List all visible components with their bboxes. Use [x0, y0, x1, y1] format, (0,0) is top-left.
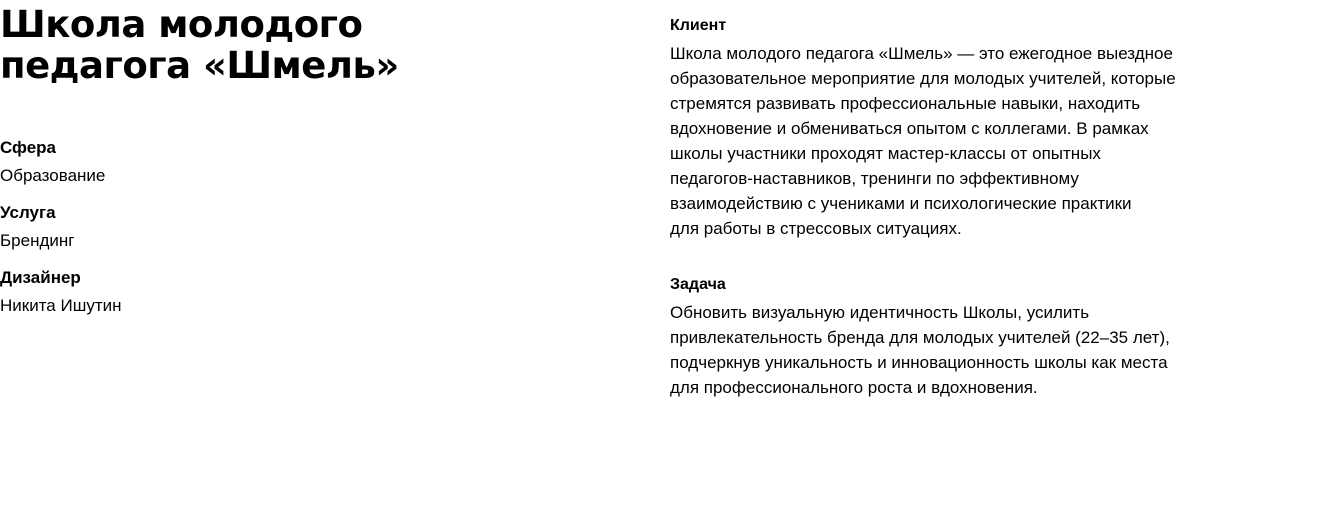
- project-meta: [0, 138, 620, 316]
- meta-sphere-value: Образование: [0, 166, 106, 185]
- project-title: Школа молодого педагога «Шмель»: [0, 3, 399, 87]
- task-text: Обновить визуальную идентичность Школы, усилить привлекательность бренда для молодых учителей (22–35 лет), подчеркнув уникальность и инновационность школы как места для профессионального роста и вдохновения.: [670, 303, 1170, 397]
- meta-designer-value: Никита Ишутин: [0, 296, 122, 315]
- task-section: [670, 275, 1250, 400]
- meta-service: [0, 203, 620, 251]
- meta-designer-label: Дизайнер: [0, 268, 81, 287]
- client-section: [670, 16, 1250, 241]
- client-text: Школа молодого педагога «Шмель» — это ежегодное выездное образовательное мероприятие для молодых учителей, которые стремятся развивать профессиональные навыки, находить вдохновение и обмениваться опытом с коллегами. В рамках школы участники проходят мастер-классы от опытных педагогов-наставников, тренинги по эффективному взаимодействию с учениками и психологические практики для работы в стрессовых ситуациях.: [670, 44, 1176, 238]
- meta-service-label: Услуга: [0, 203, 56, 222]
- meta-sphere: [0, 138, 620, 186]
- task-label: Задача: [670, 276, 726, 293]
- project-info-column: [0, 4, 620, 333]
- project-description-column: [670, 16, 1250, 434]
- meta-designer: [0, 268, 620, 316]
- meta-sphere-label: Сфера: [0, 138, 56, 157]
- meta-service-value: Брендинг: [0, 231, 75, 250]
- client-label: Клиент: [670, 17, 727, 34]
